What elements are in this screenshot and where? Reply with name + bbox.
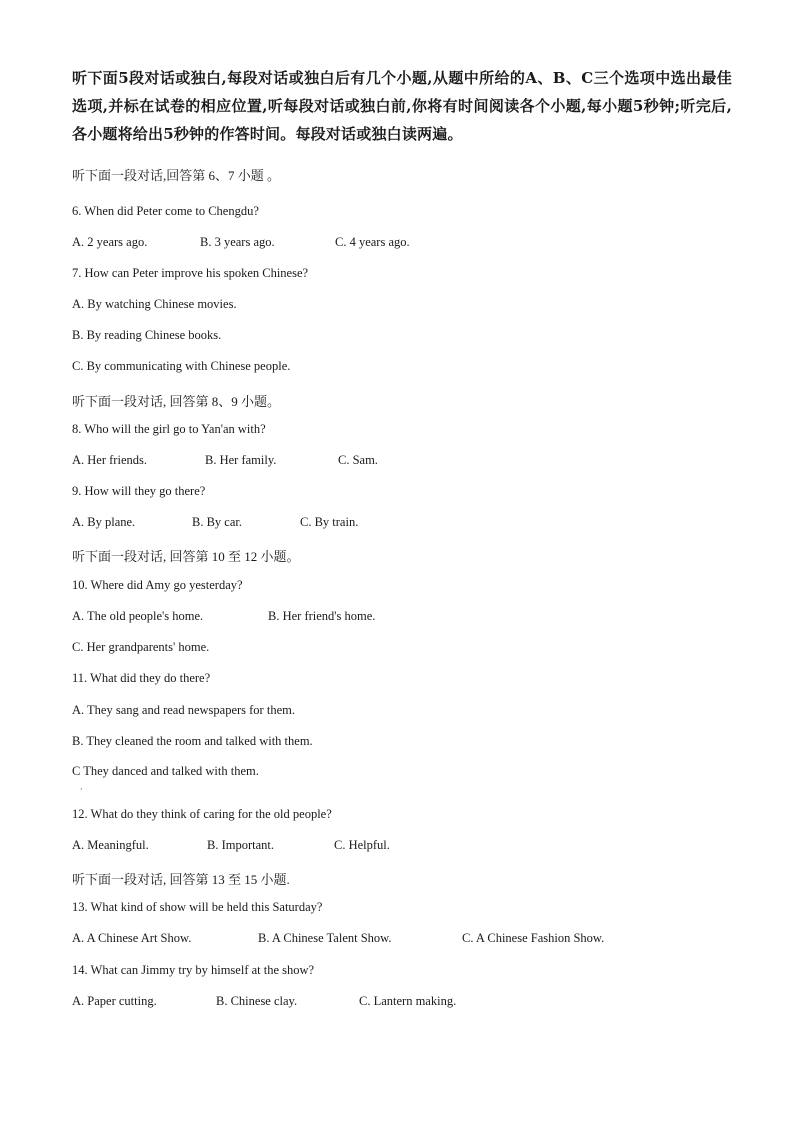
question-12: 12. What do they think of caring for the old people? xyxy=(72,807,332,821)
question-13-option-a: A. A Chinese Art Show. xyxy=(72,931,192,945)
question-13-option-c: C. A Chinese Fashion Show. xyxy=(462,931,605,945)
listening-instructions: 听下面5段对话或独白,每段对话或独白后有几个小题,从题中所给的A、B、C三个选项中选出最佳选项,并标在试卷的相应位置,听每段对话或独白前,你将有时间阅读各个小题,每小题5秒钟;听完后,各小题将给出5秒钟的作答时间。每段对话或独白读两遍。 xyxy=(72,69,732,143)
question-10: 10. Where did Amy go yesterday? xyxy=(72,578,243,592)
question-13: 13. What kind of show will be held this Saturday? xyxy=(72,900,323,914)
question-6-option-a: A. 2 years ago. xyxy=(72,235,148,249)
section-heading-3: 听下面一段对话, 回答第 10 至 12 小题。 xyxy=(72,549,300,564)
question-12-option-b: B. Important. xyxy=(207,838,275,852)
question-6: 6. When did Peter come to Chengdu? xyxy=(72,204,259,218)
question-6-option-c: C. 4 years ago. xyxy=(335,235,410,249)
question-12-option-c: C. Helpful. xyxy=(334,838,390,852)
question-13-option-b: B. A Chinese Talent Show. xyxy=(258,931,392,945)
question-7-option-b: B. By reading Chinese books. xyxy=(72,328,222,342)
question-11-option-a: A. They sang and read newspapers for them. xyxy=(72,703,295,717)
question-11-option-c: C They danced and talked with them. xyxy=(72,764,259,778)
question-14: 14. What can Jimmy try by himself at the show? xyxy=(72,963,315,977)
question-14-option-c: C. Lantern making. xyxy=(359,994,457,1008)
stray-dot-mark: · xyxy=(80,785,83,794)
question-14-option-a: A. Paper cutting. xyxy=(72,994,157,1008)
question-8-option-c: C. Sam. xyxy=(338,453,378,467)
question-10-option-b: B. Her friend's home. xyxy=(268,609,376,623)
question-7-option-a: A. By watching Chinese movies. xyxy=(72,297,237,311)
section-heading-4: 听下面一段对话, 回答第 13 至 15 小题. xyxy=(72,872,290,887)
section-heading-1: 听下面一段对话,回答第 6、7 小题 。 xyxy=(72,168,281,183)
question-11: 11. What did they do there? xyxy=(72,671,211,685)
question-7: 7. How can Peter improve his spoken Chinese? xyxy=(72,266,309,280)
section-heading-2: 听下面一段对话, 回答第 8、9 小题。 xyxy=(72,394,281,409)
question-8-option-a: A. Her friends. xyxy=(72,453,147,467)
question-7-option-c: C. By communicating with Chinese people. xyxy=(72,359,291,373)
question-9-option-c: C. By train. xyxy=(300,515,359,529)
question-10-option-a: A. The old people's home. xyxy=(72,609,204,623)
question-6-option-b: B. 3 years ago. xyxy=(200,235,275,249)
question-9-option-a: A. By plane. xyxy=(72,515,136,529)
question-14-option-b: B. Chinese clay. xyxy=(216,994,298,1008)
question-8: 8. Who will the girl go to Yan'an with? xyxy=(72,422,266,436)
question-11-option-b: B. They cleaned the room and talked with them. xyxy=(72,734,313,748)
question-10-option-c: C. Her grandparents' home. xyxy=(72,640,210,654)
question-8-option-b: B. Her family. xyxy=(205,453,277,467)
question-12-option-a: A. Meaningful. xyxy=(72,838,149,852)
question-9-option-b: B. By car. xyxy=(192,515,242,529)
question-9: 9. How will they go there? xyxy=(72,484,206,498)
